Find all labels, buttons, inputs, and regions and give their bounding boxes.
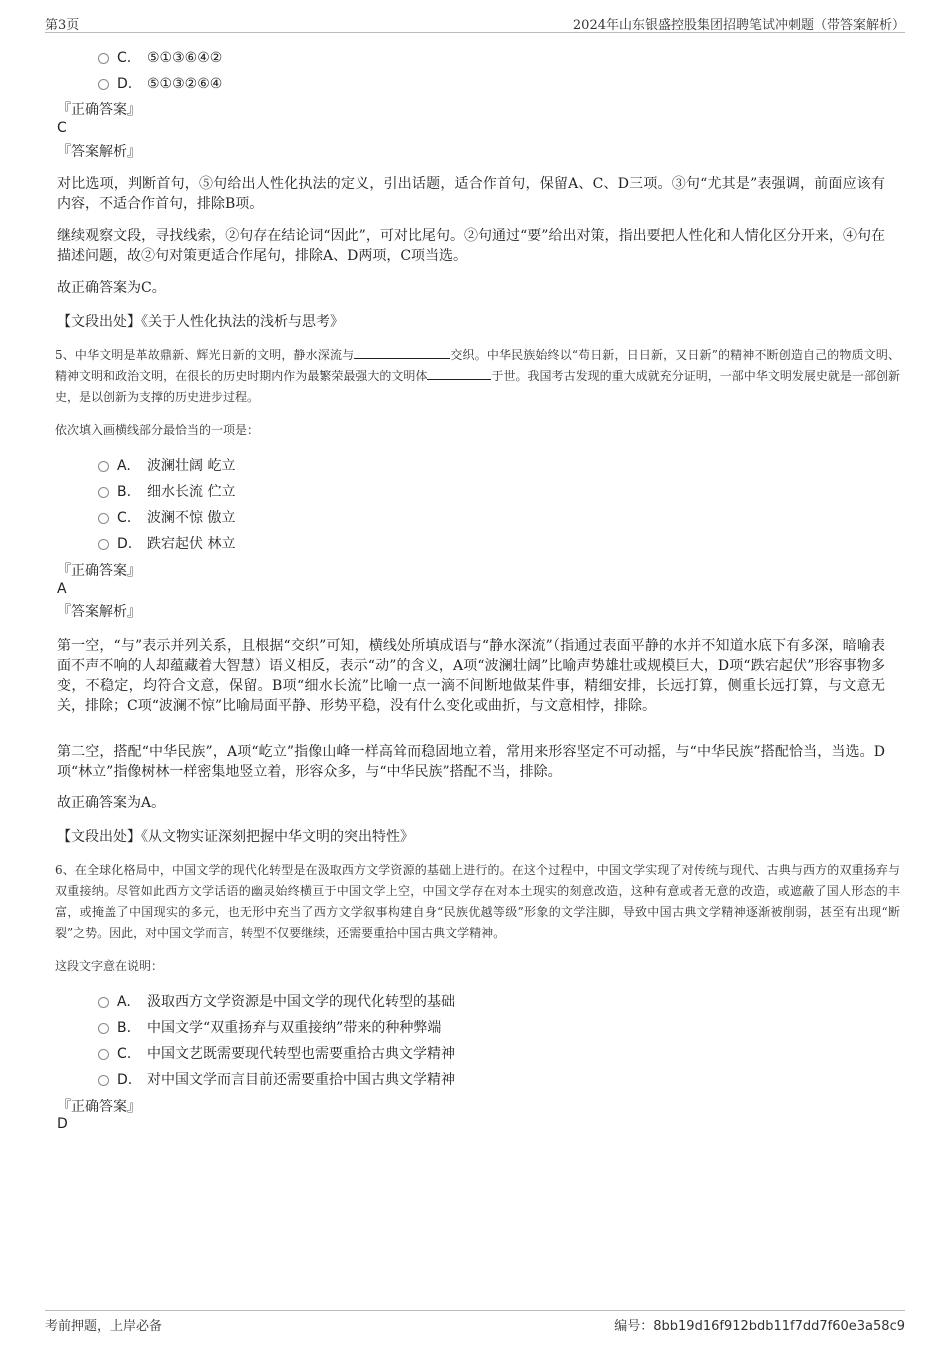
q4-analysis-label: 『答案解析』 (57, 144, 141, 160)
q4-answer: C (57, 120, 67, 136)
q5-option-c[interactable]: C. 波澜不惊 傲立 (98, 508, 235, 528)
q6-option-d[interactable]: D. 对中国文学而言目前还需要重拾中国古典文学精神 (98, 1070, 455, 1090)
q4-answer-label: 『正确答案』 (57, 102, 141, 118)
radio-icon[interactable] (98, 539, 109, 550)
q4-analysis-p2: 继续观察文段，寻找线索，②句存在结论词“因此”，可对比尾句。②句通过“要”给出对策，指出要把人性化和人情化区分开来，④句在描述问题，故②句对策更适合作尾句，排除A、D两项，C项当选。 (57, 228, 885, 264)
page-number: 第3页 (45, 18, 80, 33)
footer-slogan: 考前押题，上岸必备 (45, 1319, 163, 1334)
q4-analysis-p1: 对比选项，判断首句，⑤句给出人性化执法的定义，引出话题，适合作首句，保留A、C、D三项。③句“尤其是”表强调，前面应该有内容，不适合作首句，排除B项。 (57, 176, 885, 212)
radio-icon[interactable] (98, 487, 109, 498)
q5-answer-label: 『正确答案』 (57, 563, 141, 579)
q4-source: 【文段出处】《关于人性化执法的浅析与思考》 (57, 314, 344, 330)
q5-source: 【文段出处】《从文物实证深刻把握中华文明的突出特性》 (57, 829, 414, 845)
q6-option-b[interactable]: B. 中国文学“双重扬弃与双重接纳”带来的种种弊端 (98, 1018, 441, 1038)
radio-icon[interactable] (98, 1075, 109, 1086)
q5-answer: A (57, 581, 67, 597)
q6-answer-label: 『正确答案』 (57, 1099, 141, 1115)
q6-answer: D (57, 1116, 68, 1132)
q6-option-a[interactable]: A. 汲取西方文学资源是中国文学的现代化转型的基础 (98, 992, 455, 1012)
blank-2 (427, 368, 491, 380)
q5-prompt: 依次填入画横线部分最恰当的一项是： (55, 423, 260, 437)
document-id: 编号：8bb19d16f912bdb11f7dd7f60e3a58c9 (614, 1319, 905, 1334)
q5-option-d[interactable]: D. 跌宕起伏 林立 (98, 534, 235, 554)
q5-stem: 5、中华文明是革故鼎新、辉光日新的文明，静水深流与 交织。中华民族始终以“苟日新，日日新，又日新”的精神不断创造自己的物质文明、精神文明和政治文明，在很长的历史时期内作为最繁荣最强大的文明体 于世。我国考古发现的重大成就充分证明，一部中华文明发展史就是一部创新史，是以创新为支撑的历史进步过程。 (55, 348, 900, 404)
blank-1 (354, 347, 450, 359)
q6-prompt: 这段文字意在说明： (55, 959, 164, 973)
q4-option-d[interactable]: D. ⑤①③②⑥④ (98, 74, 222, 94)
q6-option-c[interactable]: C. 中国文艺既需要现代转型也需要重拾古典文学精神 (98, 1044, 455, 1064)
q5-analysis-p1: 第一空，“与”表示并列关系，且根据“交织”可知，横线处所填成语与“静水深流”（指通过表面平静的水并不知道水底下有多深，暗喻表面不声不响的人却蕴藏着大智慧）语义相反，表示“动”的含义，A项“波澜壮阔”比喻声势雄壮或规模巨大，D项“跌宕起伏”形容事物多变，不稳定，均符合文意，保留。B项“细水长流”比喻一点一滴不间断地做某件事，精细安排，长远打算，侧重长远打算，与文意无关，排除；C项“波澜不惊”比喻局面平静、形势平稳，没有什么变化或曲折，与文意相悖，排除。 (57, 638, 885, 714)
q5-option-a[interactable]: A. 波澜壮阔 屹立 (98, 456, 235, 476)
q5-conclusion: 故正确答案为A。 (57, 795, 166, 811)
page-header (45, 12, 905, 33)
radio-icon[interactable] (98, 53, 109, 64)
q5-analysis-p2: 第二空，搭配“中华民族”，A项“屹立”指像山峰一样高耸而稳固地立着，常用来形容坚定不可动摇，与“中华民族”搭配恰当，当选。D项“林立”指像树林一样密集地竖立着，形容众多，与“中华民族”搭配不当，排除。 (57, 744, 885, 780)
radio-icon[interactable] (98, 513, 109, 524)
document-title: 2024年山东银盛控股集团招聘笔试冲刺题（带答案解析） (572, 18, 905, 33)
q6-stem: 6、在全球化格局中，中国文学的现代化转型是在汲取西方文学资源的基础上进行的。在这个过程中，中国文学实现了对传统与现代、古典与西方的双重扬弃与双重接纳。尽管如此西方文学话语的幽灵始终横亘于中国文学上空，中国文学存在对本土现实的刻意改造，这种有意或者无意的改造，或遮蔽了国人形态的丰富，或掩盖了中国现实的多元，也无形中充当了西方文学叙事构建自身“民族优越等级”形象的文学注脚，导致中国古典文学精神逐渐被削弱，甚至有出现“断裂”之势。因此，对中国文学而言，转型不仅要继续，还需要重拾中国古典文学精神。 (55, 863, 900, 940)
q5-option-b[interactable]: B. 细水长流 伫立 (98, 482, 235, 502)
page-footer (45, 1310, 905, 1333)
q4-option-c[interactable]: C. ⑤①③⑥④② (98, 48, 222, 68)
q4-conclusion: 故正确答案为C。 (57, 280, 166, 296)
radio-icon[interactable] (98, 79, 109, 90)
radio-icon[interactable] (98, 997, 109, 1008)
radio-icon[interactable] (98, 1023, 109, 1034)
q5-analysis-label: 『答案解析』 (57, 604, 141, 620)
radio-icon[interactable] (98, 1049, 109, 1060)
radio-icon[interactable] (98, 461, 109, 472)
